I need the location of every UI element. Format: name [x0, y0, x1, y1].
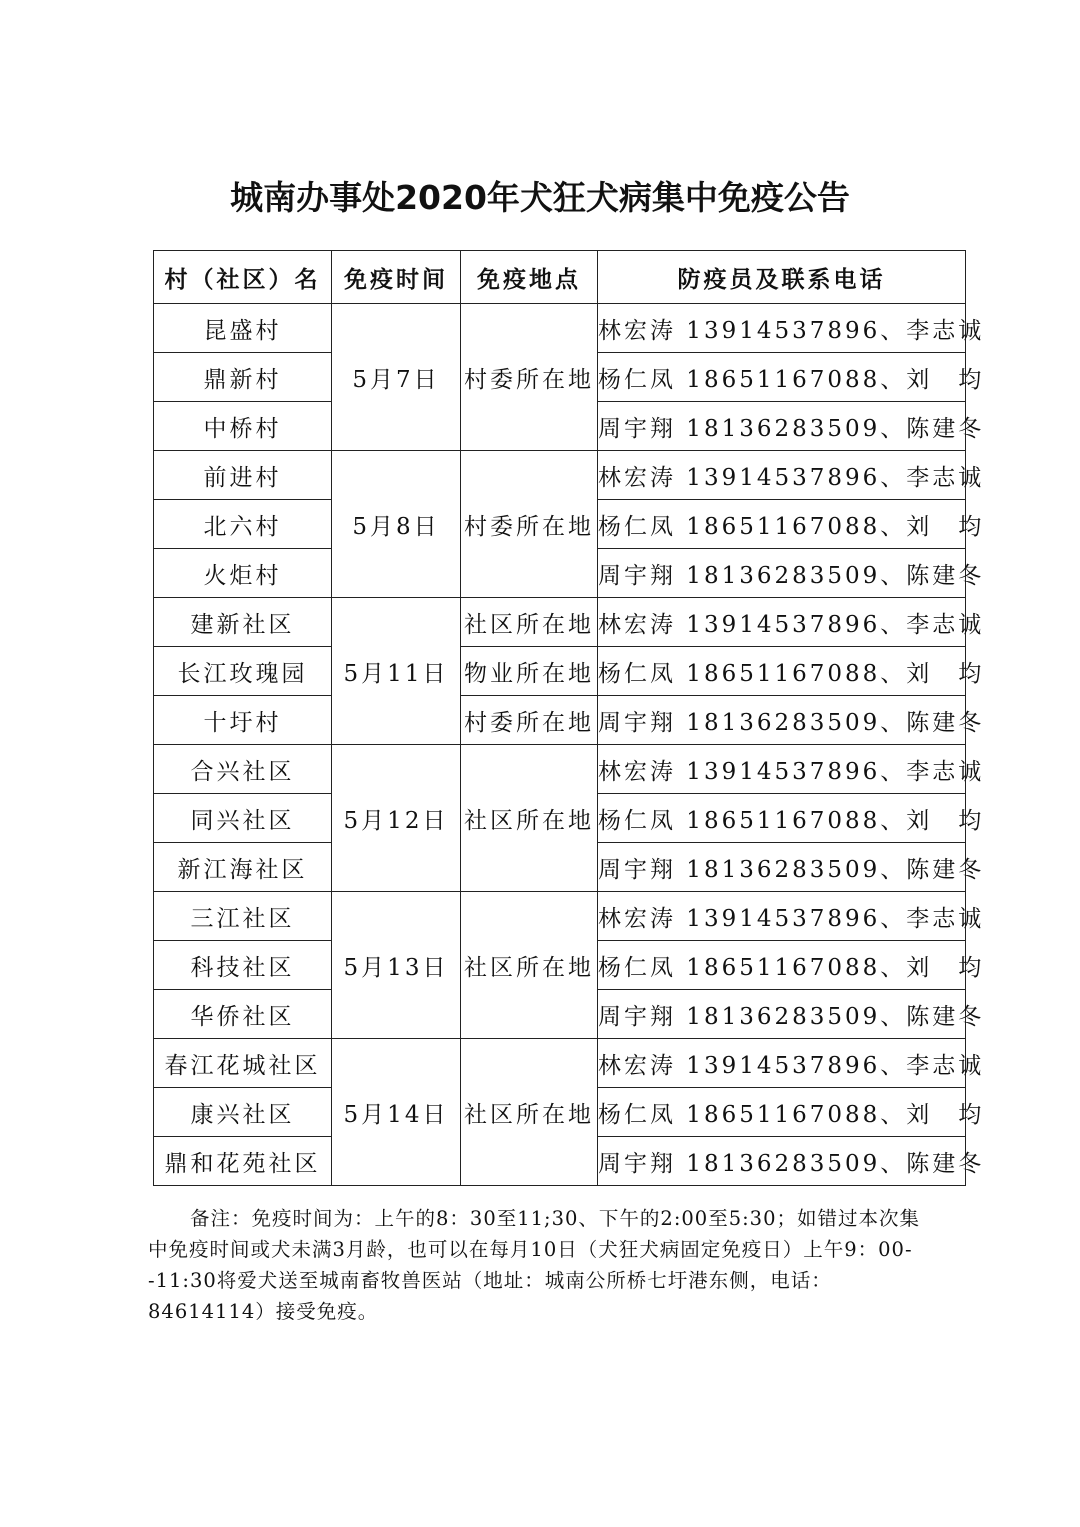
contact-cell: 林宏涛 13914537896、李志诚	[598, 451, 966, 500]
remarks-note: 备注：免疫时间为：上午的8：30至11;30、下午的2:00至5:30；如错过本次集中免疫时间或犬未满3月龄，也可以在每月10日（犬狂犬病固定免疫日）上午9：00--11:30将爱犬送至城南畜牧兽医站（地址：城南公所桥七圩港东侧，电话：84614114）接受免疫。	[148, 1207, 920, 1323]
village-cell: 长江玫瑰园	[154, 647, 332, 696]
contact-cell: 周宇翔 18136283509、陈建冬	[598, 402, 966, 451]
contact-cell: 杨仁凤 18651167088、刘 均	[598, 1088, 966, 1137]
date-cell: 5月13日	[332, 892, 461, 1039]
page-title: 城南办事处2020年犬狂犬病集中免疫公告	[230, 178, 850, 217]
contact-cell: 周宇翔 18136283509、陈建冬	[598, 990, 966, 1039]
contact-cell: 林宏涛 13914537896、李志诚	[598, 1039, 966, 1088]
location-cell: 社区所在地	[461, 745, 598, 892]
header-village: 村（社区）名	[154, 251, 332, 304]
village-cell: 鼎和花苑社区	[154, 1137, 332, 1186]
table-row	[154, 892, 966, 941]
date-cell: 5月12日	[332, 745, 461, 892]
location-cell: 社区所在地	[461, 598, 598, 647]
contact-cell: 周宇翔 18136283509、陈建冬	[598, 696, 966, 745]
contact-cell: 杨仁凤 18651167088、刘 均	[598, 794, 966, 843]
village-cell: 科技社区	[154, 941, 332, 990]
immunization-schedule-table	[153, 250, 985, 1186]
village-cell: 合兴社区	[154, 745, 332, 794]
village-cell: 新江海社区	[154, 843, 332, 892]
contact-cell: 周宇翔 18136283509、陈建冬	[598, 843, 966, 892]
village-cell: 春江花城社区	[154, 1039, 332, 1088]
contact-cell: 杨仁凤 18651167088、刘 均	[598, 647, 966, 696]
village-cell: 华侨社区	[154, 990, 332, 1039]
date-cell: 5月14日	[332, 1039, 461, 1186]
table-row	[154, 451, 966, 500]
location-cell: 村委所在地	[461, 696, 598, 745]
date-cell: 5月8日	[332, 451, 461, 598]
contact-cell: 周宇翔 18136283509、陈建冬	[598, 1137, 966, 1186]
contact-cell: 杨仁凤 18651167088、刘 均	[598, 941, 966, 990]
table-row	[154, 598, 966, 647]
village-cell: 中桥村	[154, 402, 332, 451]
village-cell: 康兴社区	[154, 1088, 332, 1137]
table-row	[154, 696, 966, 745]
location-cell: 社区所在地	[461, 892, 598, 1039]
village-cell: 北六村	[154, 500, 332, 549]
contact-cell: 杨仁凤 18651167088、刘 均	[598, 500, 966, 549]
contact-cell: 林宏涛 13914537896、李志诚	[598, 892, 966, 941]
village-cell: 三江社区	[154, 892, 332, 941]
date-cell: 5月7日	[332, 304, 461, 451]
header-location: 免疫地点	[461, 251, 598, 304]
table-row	[154, 745, 966, 794]
date-cell: 5月11日	[332, 598, 461, 745]
table-row	[154, 1039, 966, 1088]
table-row	[154, 304, 966, 353]
village-cell: 鼎新村	[154, 353, 332, 402]
contact-cell: 周宇翔 18136283509、陈建冬	[598, 549, 966, 598]
village-cell: 建新社区	[154, 598, 332, 647]
location-cell: 村委所在地	[461, 304, 598, 451]
header-contact: 防疫员及联系电话	[598, 251, 966, 304]
contact-cell: 林宏涛 13914537896、李志诚	[598, 598, 966, 647]
village-cell: 昆盛村	[154, 304, 332, 353]
header-time: 免疫时间	[332, 251, 461, 304]
table-row	[154, 647, 966, 696]
village-cell: 同兴社区	[154, 794, 332, 843]
village-cell: 火炬村	[154, 549, 332, 598]
location-cell: 社区所在地	[461, 1039, 598, 1186]
village-cell: 十圩村	[154, 696, 332, 745]
location-cell: 村委所在地	[461, 451, 598, 598]
table-header-row	[154, 251, 966, 304]
contact-cell: 林宏涛 13914537896、李志诚	[598, 304, 966, 353]
contact-cell: 林宏涛 13914537896、李志诚	[598, 745, 966, 794]
location-cell: 物业所在地	[461, 647, 598, 696]
contact-cell: 杨仁凤 18651167088、刘 均	[598, 353, 966, 402]
village-cell: 前进村	[154, 451, 332, 500]
